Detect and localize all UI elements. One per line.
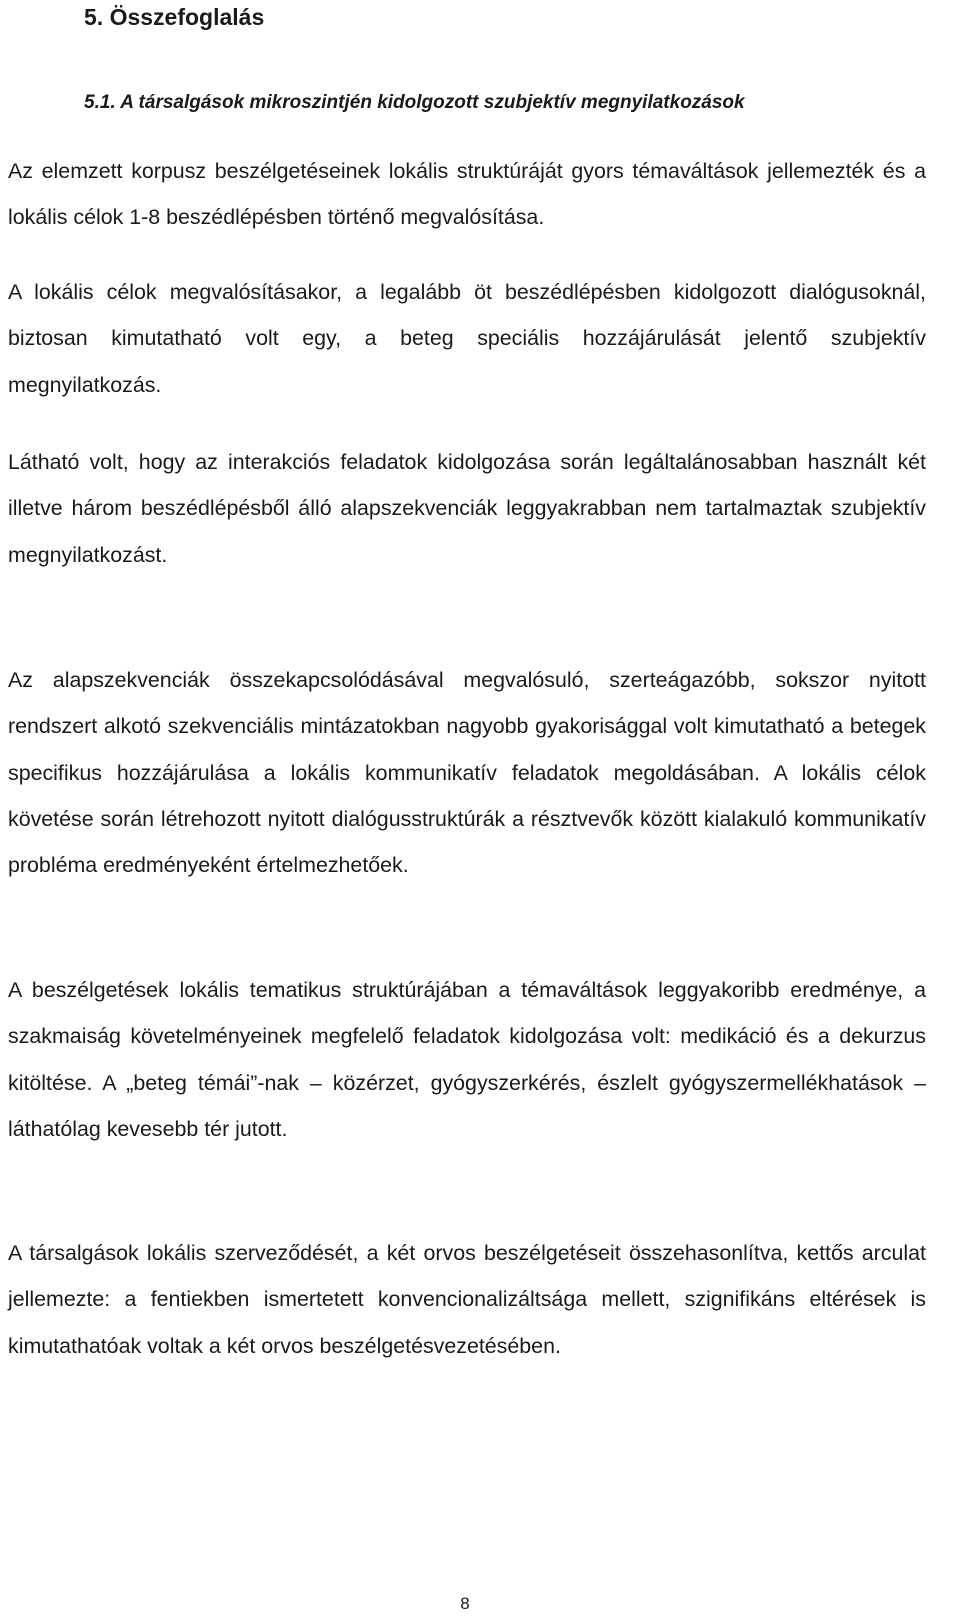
- page-number: 8: [460, 1594, 470, 1613]
- chapter-title: 5. Összefoglalás: [84, 4, 265, 30]
- paragraph-2: A lokális célok megvalósításakor, a legalább öt beszédlépésben kidolgozott dialógusoknál, biztosan kimutatható volt egy, a beteg speciális hozzájárulását jelentő szubjektív megnyilatkozás.: [8, 280, 926, 397]
- paragraph-1: Az elemzett korpusz beszélgetéseinek lokális struktúráját gyors témaváltások jellemezték és a lokális célok 1-8 beszédlépésben történő megvalósítása.: [8, 159, 926, 230]
- section-title: 5.1. A társalgások mikroszintjén kidolgozott szubjektív megnyilatkozások: [84, 92, 745, 113]
- paragraph-3: Látható volt, hogy az interakciós feladatok kidolgozása során legáltalánosabban használt két illetve három beszédlépésből álló alapszekvenciák leggyakrabban nem tartalmaztak szubjektív megnyilatkozást.: [8, 450, 926, 567]
- paragraph-6: A társalgások lokális szerveződését, a két orvos beszélgetéseit összehasonlítva, kettős arculat jellemezte: a fentiekben ismertetett konvencionalizáltsága mellett, szignifikáns eltérések is kimutathatóak voltak a két orvos beszélgetésvezetésében.: [8, 1241, 926, 1358]
- paragraph-5: A beszélgetések lokális tematikus struktúrájában a témaváltások leggyakoribb eredménye, a szakmaiság követelményeinek megfelelő feladatok kidolgozása volt: medikáció és a dekurzus kitöltése. A „beteg témái”-nak – közérzet, gyógyszerkérés, észlelt gyógyszermellékhatások – láthatólag kevesebb tér jutott.: [8, 978, 926, 1141]
- paragraph-4: Az alapszekvenciák összekapcsolódásával megvalósuló, szerteágazóbb, sokszor nyitott rendszert alkotó szekvenciális mintázatokban nagyobb gyakorisággal volt kimutatható a betegek specifikus hozzájárulása a lokális kommunikatív feladatok megoldásában. A lokális célok követése során létrehozott nyitott dialógusstruktúrák a résztvevők között kialakuló kommunikatív probléma eredményeként értelmezhetőek.: [8, 668, 926, 878]
